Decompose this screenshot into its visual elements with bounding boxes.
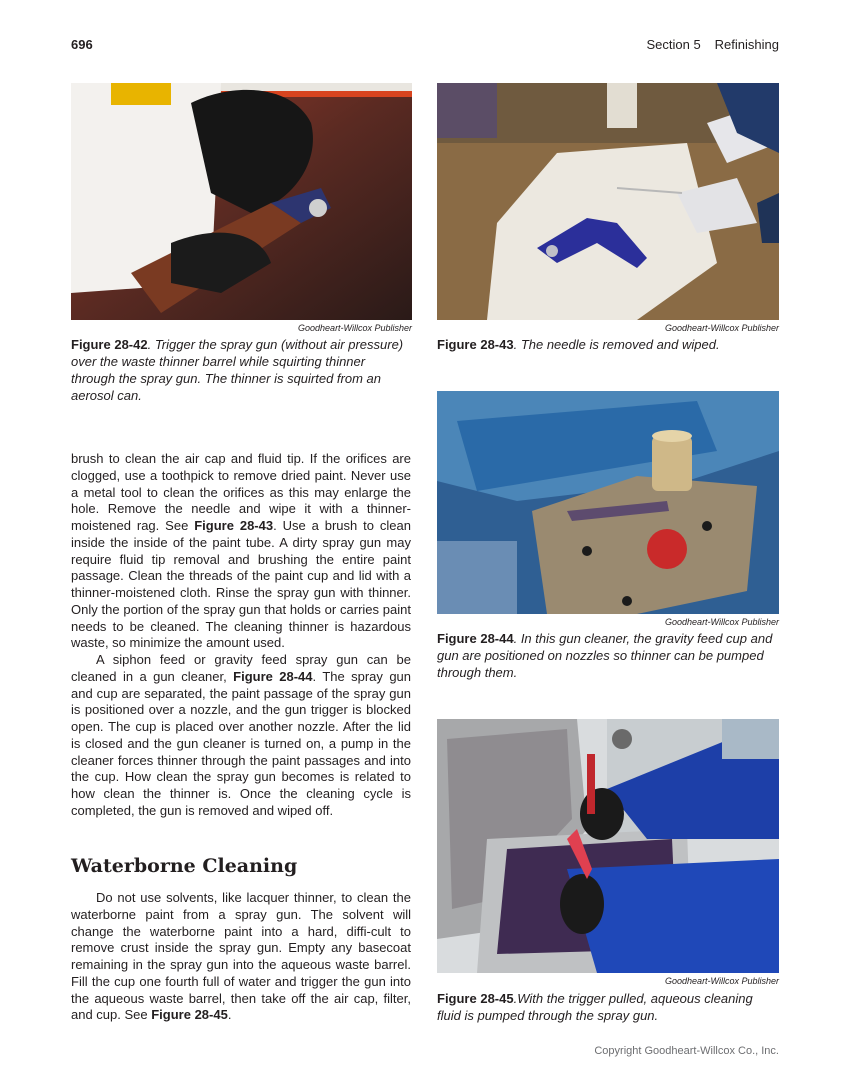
body-paragraph xyxy=(71,652,411,820)
paragraph-text: . Use a brush to clean inside the inside of the paint tube. A dirty spray gun may require fluid tip removal and brushing the entire paint passage. Clean the threads of the paint cup and lid with a thinner-moistened cloth. Rinse the spray gun with thinner. Only the portion of the spray gun that holds or carries paint needs to be cleaned. The cleaning thinner is hazardous waste, so minimize the amount used. xyxy=(71,518,411,651)
body-paragraph xyxy=(71,890,411,1024)
figure-caption-text: . The needle is removed and wiped. xyxy=(513,337,720,352)
page-number: 696 xyxy=(71,37,93,52)
figure-28-45-photo xyxy=(437,719,779,973)
figure-label: Figure 28-45 xyxy=(437,991,514,1006)
figure-28-42-credit: Goodheart-Willcox Publisher xyxy=(298,323,412,333)
figure-label: Figure 28-44 xyxy=(437,631,514,646)
paragraph-text: A siphon feed or gravity feed spray gun can be cleaned in a gun cleaner, xyxy=(71,652,411,684)
figure-reference: Figure 28-45 xyxy=(151,1007,228,1023)
body-column-upper xyxy=(71,451,411,820)
figure-28-43-credit: Goodheart-Willcox Publisher xyxy=(665,323,779,333)
figure-caption-text: . In this gun cleaner, the gravity feed cup and gun are positioned on nozzles so thinner can be pumped through them. xyxy=(437,631,773,680)
figure-reference: Figure 28-43 xyxy=(194,518,274,533)
body-column-lower xyxy=(71,890,411,1024)
figure-28-42-photo xyxy=(71,83,412,320)
figure-28-45-caption xyxy=(437,990,779,1024)
figure-28-44-caption xyxy=(437,630,779,681)
body-paragraph xyxy=(71,451,411,652)
paragraph-text: . xyxy=(227,1007,232,1023)
running-header xyxy=(632,37,779,52)
figure-28-43-caption xyxy=(437,336,779,353)
copyright-footer: Copyright Goodheart-Willcox Co., Inc. xyxy=(594,1045,779,1057)
figure-label: Figure 28-42 xyxy=(71,337,148,352)
figure-caption-text: .With the trigger pulled, aqueous cleaning fluid is pumped through the spray gun. xyxy=(437,991,753,1023)
figure-28-45-credit: Goodheart-Willcox Publisher xyxy=(665,976,779,986)
section-label: Section 5 xyxy=(646,37,701,52)
section-heading: Waterborne Cleaning xyxy=(71,855,298,877)
figure-label: Figure 28-43 xyxy=(437,337,514,352)
figure-caption-text: . Trigger the spray gun (without air pressure) over the waste thinner barrel while squirting thinner through the spray gun. The thinner is squirted from an aerosol can. xyxy=(71,337,404,403)
figure-reference: Figure 28-44 xyxy=(233,668,313,684)
paragraph-text: Do not use solvents, like lacquer thinner, to clean the waterborne paint from a spray gun. The solvent will change the waterborne paint into a hard, diffi-cult to remove crust inside the spray gun. Empty any basecoat remaining in the spray gun into the aqueous waste barrel. Fill the cup one fourth full of water and trigger the gun into the aqueous waste barrel, then take off the air cap, filter, and cup. See xyxy=(71,890,411,1023)
chapter-label: Refinishing xyxy=(714,37,779,52)
paragraph-text: brush to clean the air cap and fluid tip. If the orifices are clogged, use a toothpick to remove dried paint. Never use a metal tool to clean the orifices as this may enlarge the hole. Remove the needle and wipe it with a thinner-moistened rag. See xyxy=(71,451,411,533)
paragraph-text: . The spray gun and cup are separated, the paint passage of the spray gun is positioned over a nozzle, and the gun trigger is blocked open. The cup is placed over another nozzle. After the lid is closed and the gun cleaner is turned on, a pump in the cleaner forces thinner through the paint passages and into the cup. How clean the spray gun becomes is related to how clean the thinner is. Once the cleaning cycle is completed, the gun is removed and wiped off. xyxy=(71,668,412,818)
figure-28-44-photo xyxy=(437,391,779,614)
figure-28-43-photo xyxy=(437,83,779,320)
figure-28-44-credit: Goodheart-Willcox Publisher xyxy=(665,617,779,627)
figure-28-42-caption xyxy=(71,336,411,404)
